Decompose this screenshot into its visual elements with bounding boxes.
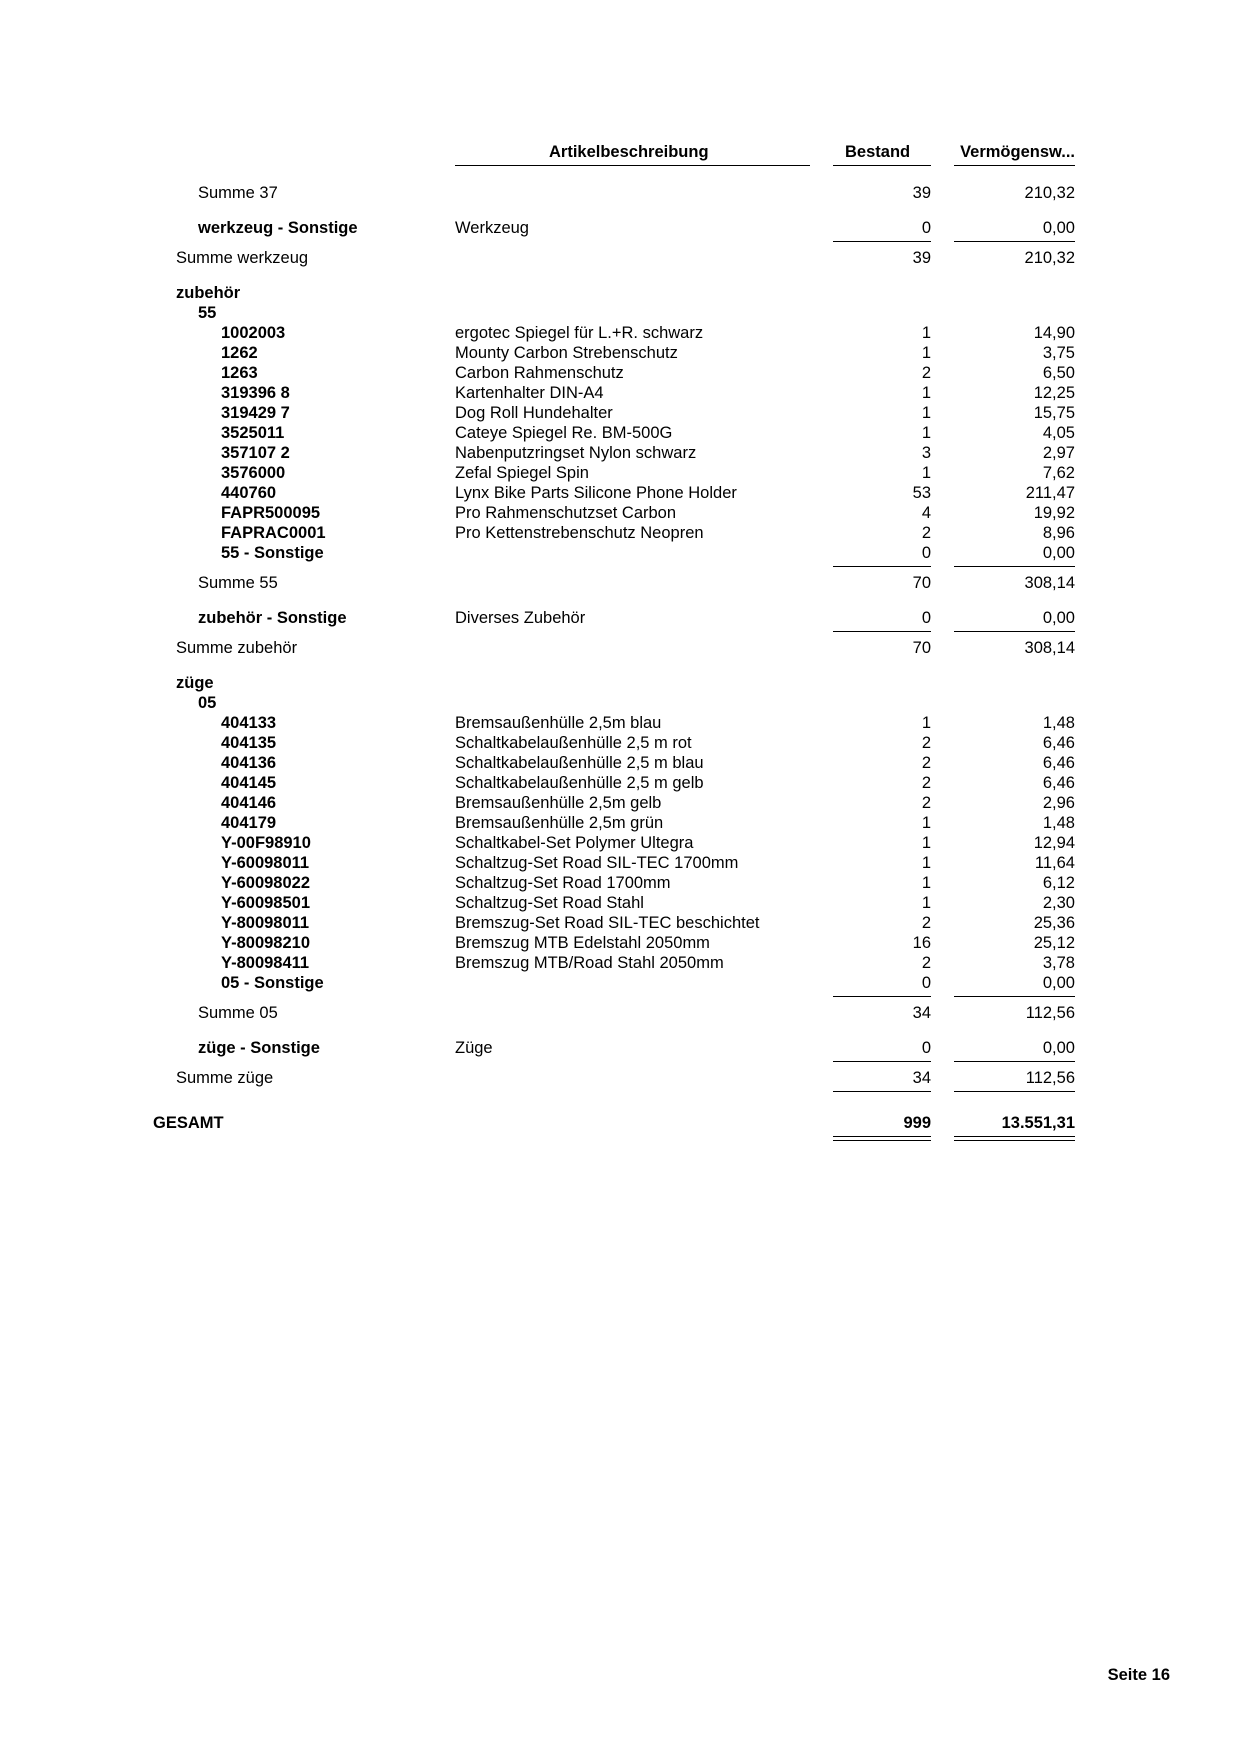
article-description: Bremszug-Set Road SIL-TEC beschichtet (455, 914, 760, 932)
stock-quantity: 2 (921, 734, 931, 752)
asset-value: 8,96 (1042, 524, 1075, 542)
article-code: 404145 (221, 774, 277, 792)
table-row (0, 973, 1240, 993)
sum-rule (833, 566, 931, 567)
header-rule-stock (833, 165, 931, 166)
table-row (0, 813, 1240, 833)
header-rule-value (954, 165, 1075, 166)
asset-value: 1,48 (1042, 714, 1075, 732)
asset-value: 1,48 (1042, 814, 1075, 832)
asset-value: 2,97 (1042, 444, 1075, 462)
col-header-value: Vermögensw... (960, 143, 1075, 161)
stock-quantity: 39 (912, 249, 931, 267)
table-row (0, 423, 1240, 443)
asset-value: 308,14 (1024, 574, 1075, 592)
stock-quantity: 1 (921, 894, 931, 912)
asset-value: 14,90 (1033, 324, 1075, 342)
double-underline (833, 1136, 931, 1141)
article-code: Summe 37 (198, 184, 278, 202)
article-description: Schaltkabelaußenhülle 2,5 m blau (455, 754, 704, 772)
asset-value: 12,94 (1033, 834, 1075, 852)
article-code: 319396 8 (221, 384, 290, 402)
asset-value: 6,46 (1042, 754, 1075, 772)
table-row (0, 833, 1240, 853)
stock-quantity: 2 (921, 364, 931, 382)
article-code: 404135 (221, 734, 277, 752)
asset-value: 6,50 (1042, 364, 1075, 382)
article-description: Dog Roll Hundehalter (455, 404, 613, 422)
table-row (0, 503, 1240, 523)
table-row (0, 443, 1240, 463)
stock-quantity: 999 (903, 1114, 931, 1132)
article-code: FAPR500095 (221, 504, 321, 522)
stock-quantity: 1 (921, 854, 931, 872)
article-code: 3525011 (221, 424, 285, 442)
article-description: Nabenputzringset Nylon schwarz (455, 444, 697, 462)
article-description: Pro Kettenstrebenschutz Neopren (455, 524, 704, 542)
article-code: 440760 (221, 484, 277, 502)
article-description: Schaltkabelaußenhülle 2,5 m gelb (455, 774, 704, 792)
article-description: Schaltzug-Set Road Stahl (455, 894, 644, 912)
article-code: 404146 (221, 794, 277, 812)
sum-rule (954, 241, 1075, 242)
table-row (0, 383, 1240, 403)
asset-value: 2,30 (1042, 894, 1075, 912)
article-code: züge - Sonstige (198, 1039, 320, 1057)
stock-quantity: 2 (921, 794, 931, 812)
stock-quantity: 1 (921, 874, 931, 892)
asset-value: 211,47 (1025, 484, 1075, 502)
asset-value: 112,56 (1025, 1004, 1075, 1022)
stock-quantity: 0 (921, 609, 931, 627)
article-code: Y-80098411 (221, 954, 310, 972)
article-code: Y-00F98910 (221, 834, 311, 852)
table-row (0, 773, 1240, 793)
table-row (0, 893, 1240, 913)
article-code: zubehör - Sonstige (198, 609, 347, 627)
sum-rule (954, 566, 1075, 567)
stock-quantity: 4 (921, 504, 931, 522)
table-row (0, 713, 1240, 733)
stock-quantity: 2 (921, 754, 931, 772)
article-description: Schaltzug-Set Road SIL-TEC 1700mm (455, 854, 739, 872)
stock-quantity: 1 (921, 404, 931, 422)
stock-quantity: 16 (912, 934, 931, 952)
article-description: Züge (455, 1039, 493, 1057)
asset-value: 3,75 (1042, 344, 1075, 362)
header-rule-description (455, 165, 810, 166)
table-row (0, 608, 1240, 628)
stock-quantity: 0 (921, 219, 931, 237)
article-code: FAPRAC0001 (221, 524, 326, 542)
asset-value: 7,62 (1042, 464, 1075, 482)
table-row (0, 693, 1240, 713)
article-description: ergotec Spiegel für L.+R. schwarz (455, 324, 704, 342)
stock-quantity: 2 (921, 954, 931, 972)
stock-quantity: 1 (921, 464, 931, 482)
article-description: Schaltkabel-Set Polymer Ultegra (455, 834, 694, 852)
article-code: 05 - Sonstige (221, 974, 324, 992)
article-code: GESAMT (153, 1114, 224, 1132)
asset-value: 0,00 (1042, 609, 1075, 627)
table-row (0, 463, 1240, 483)
article-description: Bremsaußenhülle 2,5m blau (455, 714, 662, 732)
stock-quantity: 2 (921, 774, 931, 792)
article-description: Zefal Spiegel Spin (455, 464, 589, 482)
article-code: 357107 2 (221, 444, 290, 462)
stock-quantity: 39 (912, 184, 931, 202)
stock-quantity: 70 (912, 574, 931, 592)
table-row (0, 673, 1240, 693)
double-underline (954, 1136, 1075, 1141)
stock-quantity: 53 (912, 484, 931, 502)
asset-value: 15,75 (1033, 404, 1075, 422)
asset-value: 25,36 (1033, 914, 1075, 932)
sum-rule (833, 241, 931, 242)
article-description: Bremsaußenhülle 2,5m gelb (455, 794, 662, 812)
sum-rule (954, 1091, 1075, 1092)
asset-value: 308,14 (1024, 639, 1075, 657)
article-code: Y-60098501 (221, 894, 311, 912)
article-description: Bremszug MTB/Road Stahl 2050mm (455, 954, 724, 972)
article-code: 05 (198, 694, 217, 712)
table-row (0, 853, 1240, 873)
sum-rule (833, 1091, 931, 1092)
col-header-description: Artikelbeschreibung (549, 143, 709, 161)
subtotal-row (0, 248, 1240, 268)
table-row (0, 933, 1240, 953)
table-row (0, 323, 1240, 343)
asset-value: 11,64 (1034, 854, 1075, 872)
article-code: Summe werkzeug (176, 249, 309, 267)
sum-rule (954, 996, 1075, 997)
article-code: Summe 55 (198, 574, 278, 592)
stock-quantity: 70 (912, 639, 931, 657)
article-description: Kartenhalter DIN-A4 (455, 384, 604, 402)
article-code: Y-60098022 (221, 874, 311, 892)
article-code: züge (176, 674, 214, 692)
article-code: Y-80098011 (221, 914, 310, 932)
table-row (0, 733, 1240, 753)
stock-quantity: 1 (921, 814, 931, 832)
asset-value: 0,00 (1042, 219, 1075, 237)
article-code: 1263 (221, 364, 258, 382)
table-row (0, 303, 1240, 323)
grand-total-row (0, 1113, 1240, 1133)
table-row (0, 913, 1240, 933)
table-row (0, 483, 1240, 503)
stock-quantity: 2 (921, 914, 931, 932)
article-code: Y-80098210 (221, 934, 311, 952)
table-row (0, 523, 1240, 543)
article-description: Mounty Carbon Strebenschutz (455, 344, 678, 362)
stock-quantity: 0 (921, 1039, 931, 1057)
asset-value: 112,56 (1025, 1069, 1075, 1087)
article-code: 1262 (221, 344, 258, 362)
asset-value: 12,25 (1033, 384, 1075, 402)
article-code: Summe zubehör (176, 639, 298, 657)
article-code: 1002003 (221, 324, 286, 342)
table-row (0, 953, 1240, 973)
asset-value: 0,00 (1042, 974, 1075, 992)
table-row (0, 283, 1240, 303)
article-code: 404179 (221, 814, 277, 832)
asset-value: 3,78 (1042, 954, 1075, 972)
stock-quantity: 1 (921, 424, 931, 442)
article-description: Cateye Spiegel Re. BM-500G (455, 424, 673, 442)
asset-value: 4,05 (1042, 424, 1075, 442)
article-description: Bremsaußenhülle 2,5m grün (455, 814, 664, 832)
asset-value: 210,32 (1024, 184, 1075, 202)
stock-quantity: 1 (921, 324, 931, 342)
table-row (0, 218, 1240, 238)
sum-rule (833, 631, 931, 632)
asset-value: 6,46 (1042, 774, 1075, 792)
table-row (0, 873, 1240, 893)
article-description: Schaltkabelaußenhülle 2,5 m rot (455, 734, 692, 752)
stock-quantity: 0 (921, 974, 931, 992)
table-row (0, 403, 1240, 423)
article-code: werkzeug - Sonstige (198, 219, 358, 237)
sum-rule (954, 1061, 1075, 1062)
table-row (0, 1038, 1240, 1058)
sum-rule (833, 1061, 931, 1062)
article-description: Bremszug MTB Edelstahl 2050mm (455, 934, 710, 952)
article-code: 404136 (221, 754, 277, 772)
article-description: Carbon Rahmenschutz (455, 364, 624, 382)
col-header-stock: Bestand (845, 143, 911, 161)
article-code: 55 - Sonstige (221, 544, 324, 562)
article-code: 404133 (221, 714, 277, 732)
article-description: Pro Rahmenschutzset Carbon (455, 504, 677, 522)
article-code: 55 (198, 304, 217, 322)
table-row (0, 753, 1240, 773)
article-code: 319429 7 (221, 404, 290, 422)
asset-value: 0,00 (1042, 544, 1075, 562)
stock-quantity: 0 (921, 544, 931, 562)
stock-quantity: 1 (921, 834, 931, 852)
article-description: Schaltzug-Set Road 1700mm (455, 874, 671, 892)
asset-value: 2,96 (1042, 794, 1075, 812)
asset-value: 13.551,31 (1001, 1114, 1075, 1132)
sum-rule (833, 996, 931, 997)
table-row (0, 793, 1240, 813)
stock-quantity: 1 (921, 714, 931, 732)
subtotal-row (0, 1068, 1240, 1088)
asset-value: 25,12 (1033, 934, 1075, 952)
article-code: zubehör (176, 284, 241, 302)
table-row (0, 343, 1240, 363)
article-description: Werkzeug (455, 219, 529, 237)
stock-quantity: 34 (912, 1069, 931, 1087)
subtotal-row (0, 573, 1240, 593)
asset-value: 210,32 (1024, 249, 1075, 267)
stock-quantity: 34 (912, 1004, 931, 1022)
asset-value: 6,12 (1042, 874, 1075, 892)
asset-value: 0,00 (1042, 1039, 1075, 1057)
asset-value: 6,46 (1042, 734, 1075, 752)
article-code: 3576000 (221, 464, 286, 482)
stock-quantity: 3 (921, 444, 931, 462)
article-code: Summe 05 (198, 1004, 278, 1022)
sum-rule (954, 631, 1075, 632)
article-code: Summe züge (176, 1069, 274, 1087)
stock-quantity: 2 (921, 524, 931, 542)
subtotal-row (0, 1003, 1240, 1023)
article-description: Lynx Bike Parts Silicone Phone Holder (455, 484, 737, 502)
article-code: Y-60098011 (221, 854, 310, 872)
article-description: Diverses Zubehör (455, 609, 586, 627)
table-row (0, 543, 1240, 563)
stock-quantity: 1 (921, 384, 931, 402)
stock-quantity: 1 (921, 344, 931, 362)
subtotal-row (0, 638, 1240, 658)
asset-value: 19,92 (1033, 504, 1075, 522)
table-row (0, 363, 1240, 383)
page-number: Seite 16 (1107, 1666, 1170, 1684)
subtotal-row (0, 183, 1240, 203)
